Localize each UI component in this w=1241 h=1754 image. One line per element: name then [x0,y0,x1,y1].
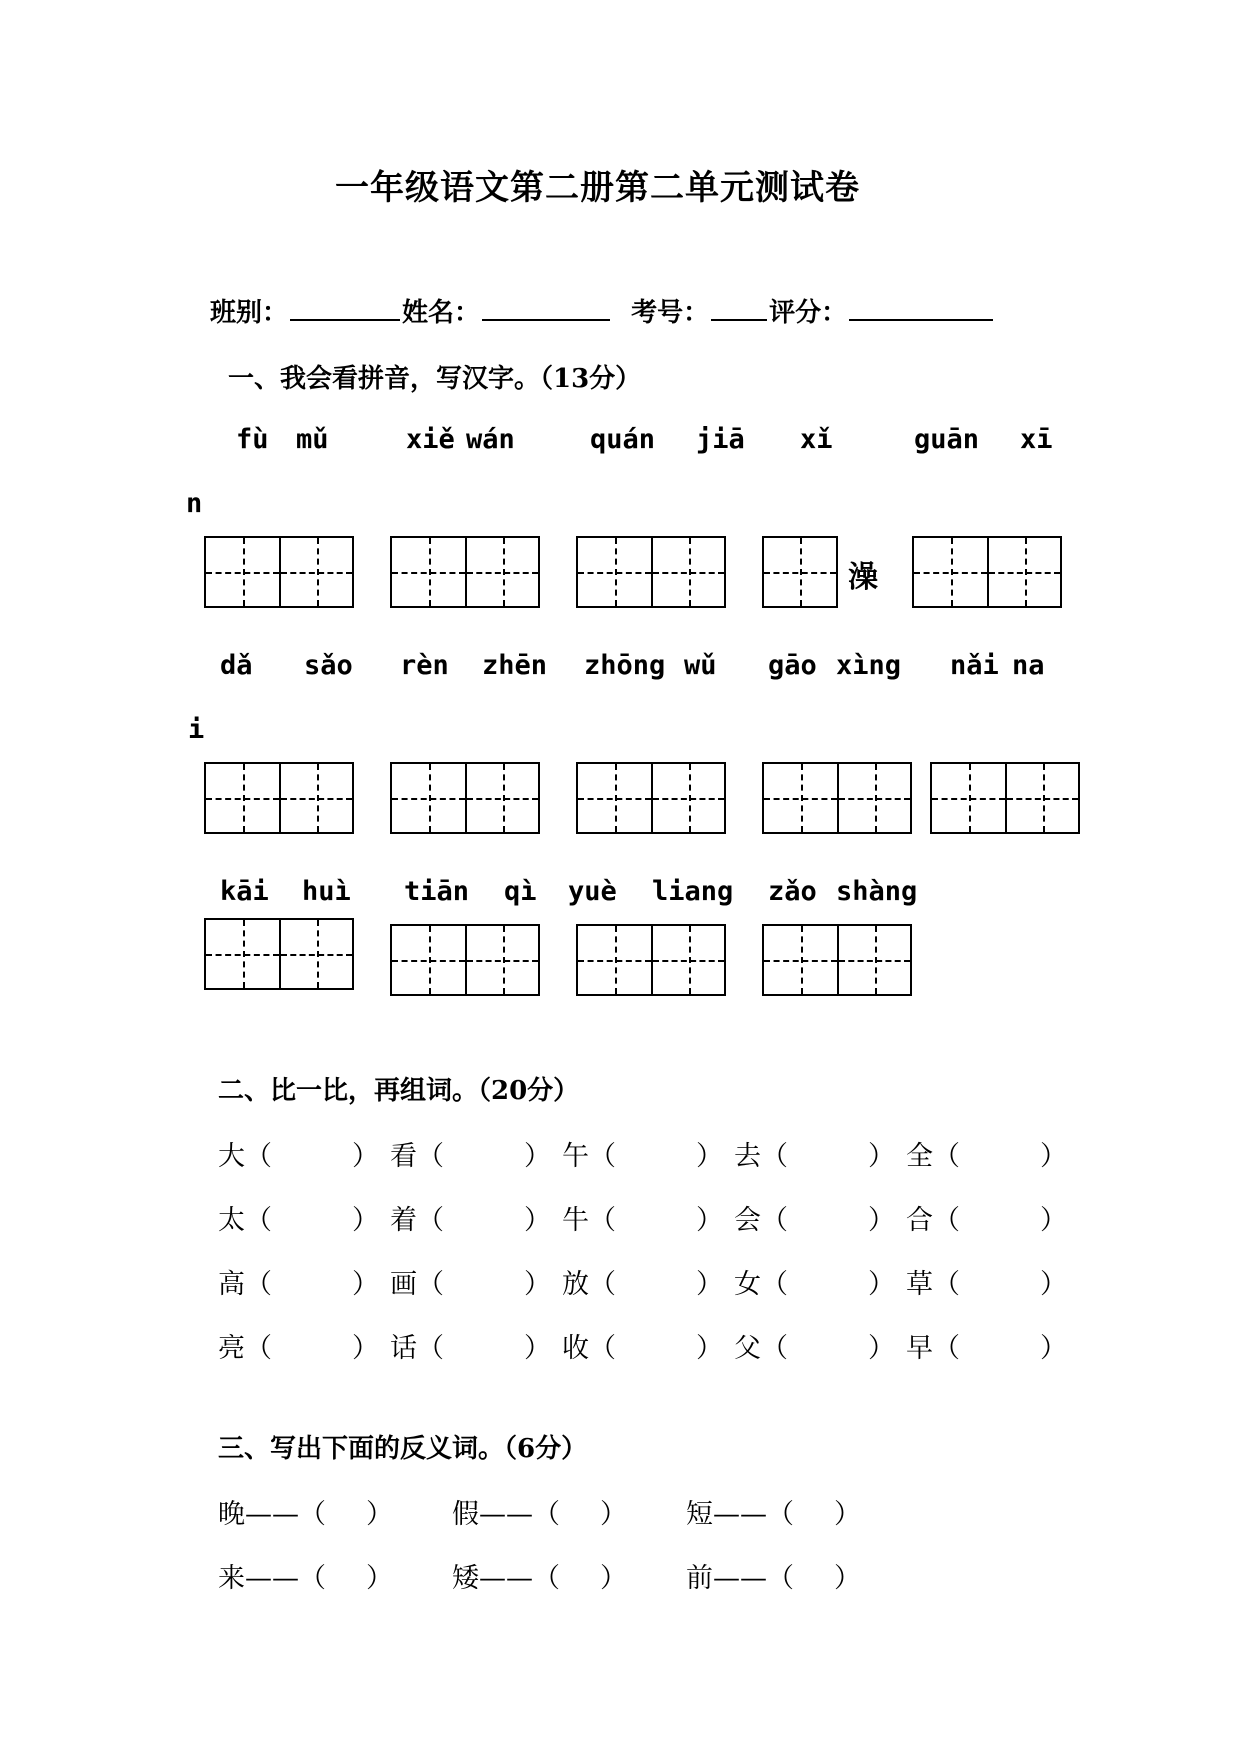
dash: —— [245,1563,299,1594]
word-char: 早 [906,1333,933,1364]
word-char: 全 [906,1141,933,1172]
writing-grid[interactable] [390,536,540,608]
writing-grid[interactable] [390,762,540,834]
word-row: 高（ ） 画（ ） 放（ ） 女（ ） 草（ ） [218,1269,1067,1300]
dash: —— [479,1499,533,1530]
word-char: 太 [218,1205,245,1236]
pinyin: rèn [400,650,449,681]
word-char: 放 [562,1269,589,1300]
writing-grid[interactable] [930,762,1080,834]
word-row: 大（ ） 看（ ） 午（ ） 去（ ） 全（ ） [218,1141,1067,1172]
section3-heading: 三、写出下面的反义词。（6分） [218,1434,588,1464]
dash: —— [713,1563,767,1594]
antonym-char: 来 [218,1563,245,1594]
name-label: 姓名： [402,298,481,328]
word-char: 收 [562,1333,589,1364]
word-char: 话 [390,1333,417,1364]
pinyin: zǎo [768,876,817,907]
antonym-char: 前 [686,1563,713,1594]
word-row: 太（ ） 着（ ） 牛（ ） 会（ ） 合（ ） [218,1205,1067,1236]
given-character: 澡 [848,560,878,595]
score-label: 评分： [769,298,848,328]
pinyin: kāi [220,876,269,907]
pinyin: jiā [696,424,745,455]
pinyin: guān [914,424,980,455]
pinyin: huì [302,876,351,907]
word-char: 牛 [562,1205,589,1236]
pinyin: xǐ [800,424,833,455]
word-char: 午 [562,1141,589,1172]
name-blank[interactable] [482,293,610,321]
score-blank[interactable] [849,293,993,321]
word-char: 高 [218,1269,245,1300]
dash: —— [479,1563,533,1594]
word-char: 大 [218,1141,245,1172]
word-char: 画 [390,1269,417,1300]
writing-grid[interactable] [204,762,354,834]
pinyin: zhōng [584,650,666,681]
pinyin: wǔ [684,650,717,681]
dash: —— [713,1499,767,1530]
pinyin: tiān [404,876,470,907]
pinyin: xiě [406,424,455,455]
antonym-row: 晚——（ ） 假——（ ） 短——（ ） [218,1499,861,1530]
pinyin: zhēn [482,650,548,681]
pinyin: na [1012,650,1045,681]
pinyin-wrap: i [188,714,205,745]
pinyin: yuè [568,876,617,907]
writing-grid[interactable] [390,924,540,996]
writing-grid[interactable] [576,762,726,834]
pinyin: quán [590,424,656,455]
word-char: 着 [390,1205,417,1236]
writing-grid[interactable] [762,924,912,996]
writing-grid[interactable] [762,762,912,834]
pinyin: wán [466,424,515,455]
exam-no-label: 考号： [631,298,710,328]
pinyin: fù [236,424,269,455]
word-char: 去 [734,1141,761,1172]
writing-grid[interactable] [576,924,726,996]
pinyin: sǎo [304,650,353,681]
section1-heading: 一、我会看拼音，写汉字。（13分） [228,364,642,394]
word-char: 会 [734,1205,761,1236]
word-char: 看 [390,1141,417,1172]
writing-grid[interactable] [576,536,726,608]
word-char: 亮 [218,1333,245,1364]
pinyin: nǎi [950,650,999,681]
writing-grid[interactable] [204,918,354,990]
antonym-row: 来——（ ） 矮——（ ） 前——（ ） [218,1563,861,1594]
pinyin: qì [504,876,537,907]
word-char: 女 [734,1269,761,1300]
class-label: 班别： [210,298,289,328]
pinyin: dǎ [220,650,253,681]
writing-grid-single[interactable] [762,536,838,608]
antonym-char: 晚 [218,1499,245,1530]
word-char: 合 [906,1205,933,1236]
student-info-line [210,292,995,329]
antonym-char: 假 [452,1499,479,1530]
class-blank[interactable] [290,293,400,321]
exam-no-blank[interactable] [711,293,767,321]
word-row: 亮（ ） 话（ ） 收（ ） 父（ ） 早（ ） [218,1333,1067,1364]
antonym-char: 矮 [452,1563,479,1594]
page-title: 一年级语文第二册第二单元测试卷 [335,168,860,208]
word-char: 父 [734,1333,761,1364]
pinyin: mǔ [296,424,329,455]
writing-grid[interactable] [912,536,1062,608]
pinyin: shàng [836,876,918,907]
pinyin-wrap: n [186,488,203,519]
writing-grid[interactable] [204,536,354,608]
dash: —— [245,1499,299,1530]
word-char: 草 [906,1269,933,1300]
pinyin: xìng [836,650,902,681]
antonym-char: 短 [686,1499,713,1530]
section2-heading: 二、比一比，再组词。（20分） [218,1076,580,1106]
pinyin: xī [1020,424,1053,455]
pinyin: liang [652,876,734,907]
pinyin: gāo [768,650,817,681]
